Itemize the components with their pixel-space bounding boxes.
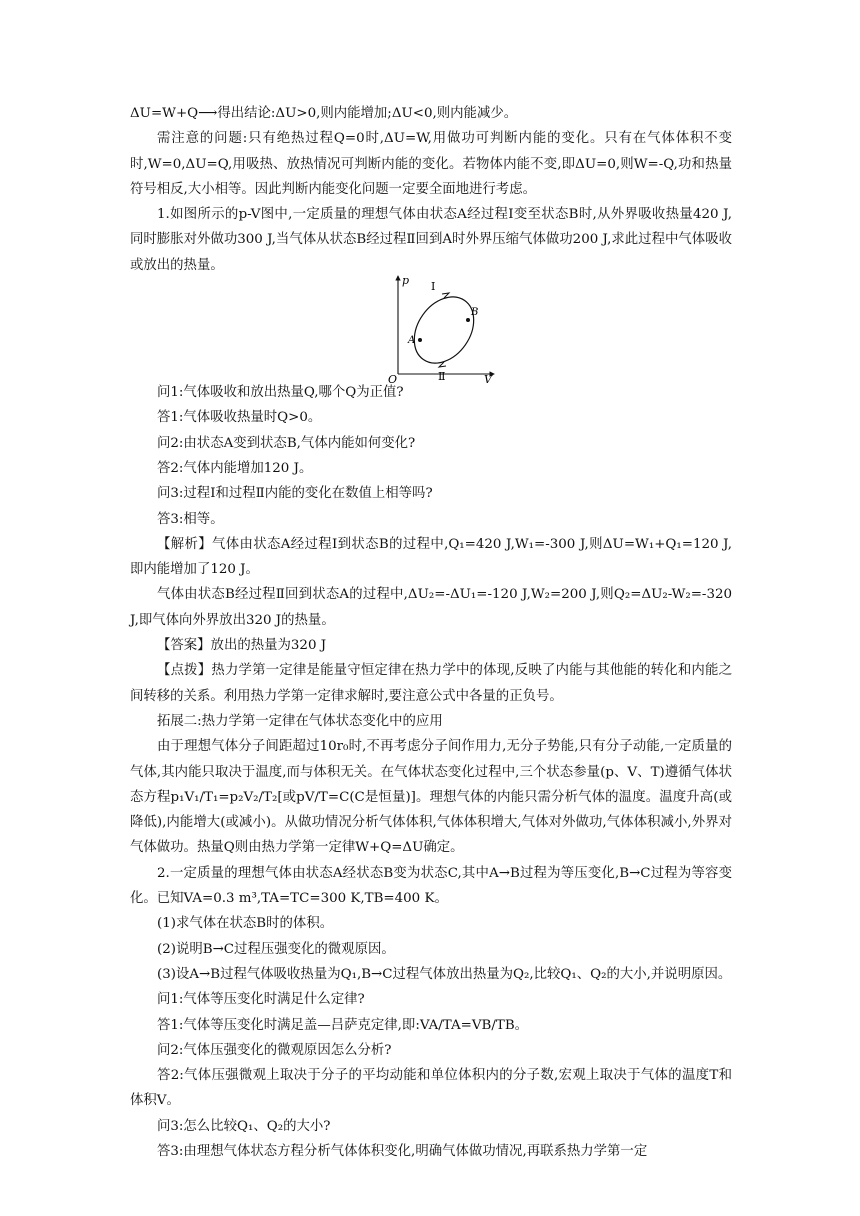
ext-question-3: 问3:怎么比较Q₁、Q₂的大小? [157, 1118, 331, 1134]
state-b-label: B [471, 307, 479, 319]
process-ii-label: Ⅱ [438, 370, 446, 384]
tip-paragraph: 【点拨】热力学第一定律是能量守恒定律在热力学中的体现,反映了内能与其他能的转化和内能之间转移的关系。利用热力学第一定律求解时,要注意公式中各量的正负号。 [130, 663, 732, 704]
answer-2: 答2:气体内能增加120 J。 [157, 460, 313, 476]
sub-question-3: (3)设A→B过程气体吸收热量为Q₁,B→C过程气体放出热量为Q₂,比较Q₁、Q₂的大小,并说明原因。 [157, 966, 732, 982]
paragraph-problem-1: 1.如图所示的p-V图中,一定质量的理想气体由状态A经过程Ⅰ变至状态B时,从外界吸收热量420 J,同时膨胀对外做功300 J,当气体从状态B经过程Ⅱ回到A时外界压缩气体做功200 J,求此过程中气体吸收或放出的热量。 [130, 207, 732, 273]
sub-question-1: (1)求气体在状态B时的体积。 [157, 916, 334, 932]
paragraph-problem-2: 2.一定质量的理想气体由状态A经状态B变为状态C,其中A→B过程为等压变化,B→C过程为等容变化。已知VA=0.3 m³,TA=TC=300 K,TB=400 K。 [130, 865, 732, 907]
axis-p-label: p [402, 274, 410, 288]
ext-answer-3: 答3:由理想气体状态方程分析气体体积变化,明确气体做功情况,再联系热力学第一定 [157, 1143, 648, 1159]
ext-question-1: 问1:气体等压变化时满足什么定律? [157, 992, 365, 1008]
question-1: 问1:气体吸收和放出热量Q,哪个Q为正值? [157, 385, 404, 401]
cycle-ellipse [402, 286, 486, 375]
paragraph-conclusion: ΔU=W+Q⟶得出结论:ΔU>0,则内能增加;ΔU<0,则内能减少。 [130, 106, 518, 121]
ext-answer-1: 答1:气体等压变化时满足盖—吕萨克定律,即:VA/TA=VB/TB。 [157, 1017, 529, 1033]
origin-label: O [388, 373, 398, 385]
sub-question-2: (2)说明B→C过程压强变化的微观原因。 [157, 941, 395, 957]
ext-answer-2: 答2:气体压强微观上取决于分子的平均动能和单位体积内的分子数,宏观上取决于气体的温度T和体积V。 [130, 1068, 732, 1109]
question-3: 问3:过程Ⅰ和过程Ⅱ内能的变化在数值上相等吗? [157, 486, 433, 502]
analysis-part-2: 气体由状态B经过程Ⅱ回到状态A的过程中,ΔU₂=-ΔU₁=-120 J,W₂=200 J,则Q₂=ΔU₂-W₂=-320 J,即气体向外界放出320 J的热量。 [130, 587, 732, 628]
pv-diagram-figure [130, 274, 732, 385]
axis-v-label: V [484, 373, 492, 385]
answer-statement: 【答案】放出的热量为320 J [157, 638, 327, 654]
extension-heading: 拓展二:热力学第一定律在气体状态变化中的应用 [157, 713, 443, 729]
paragraph-notes: 需注意的问题:只有绝热过程Q=0时,ΔU=W,用做功可判断内能的变化。只有在气体体积不变时,W=0,ΔU=Q,用吸热、放热情况可判断内能的变化。若物体内能不变,即ΔU=0,则W=-Q,功和热量符号相反,大小相等。因此判断内能变化问题一定要全面地进行考虑。 [130, 131, 732, 197]
extension-explanation: 由于理想气体分子间距超过10r₀时,不再考虑分子间作用力,无分子势能,只有分子动能,一定质量的气体,其内能只取决于温度,而与体积无关。在气体状态变化过程中,三个状态参量(p、V、T)遵循气体状态方程p₁V₁/T₁=p₂V₂/T₂[或pV/T=C(C是恒量)]。理想气体的内能只需分析气体的温度。温度升高(或降低),内能增大(或减小)。从做功情况分析气体体积,气体体积增大,气体对外做功,气体体积减小,外界对气体做功。热量Q则由热力学第一定律W+Q=ΔU确定。 [130, 739, 732, 856]
analysis-part-1: 【解析】气体由状态A经过程Ⅰ到状态B的过程中,Q₁=420 J,W₁=-300 J,则ΔU=W₁+Q₁=120 J,即内能增加了120 J。 [130, 536, 732, 578]
state-a-label: A [408, 335, 416, 347]
state-b-point [466, 318, 470, 322]
process-i-label: Ⅰ [431, 280, 436, 294]
answer-1: 答1:气体吸收热量时Q>0。 [157, 410, 322, 426]
question-2: 问2:由状态A变到状态B,气体内能如何变化? [157, 435, 416, 451]
document-body [130, 101, 732, 1164]
ext-question-2: 问2:气体压强变化的微观原因怎么分析? [157, 1042, 392, 1058]
pv-diagram [386, 272, 498, 384]
state-a-point [418, 338, 422, 342]
answer-3: 答3:相等。 [157, 511, 224, 527]
